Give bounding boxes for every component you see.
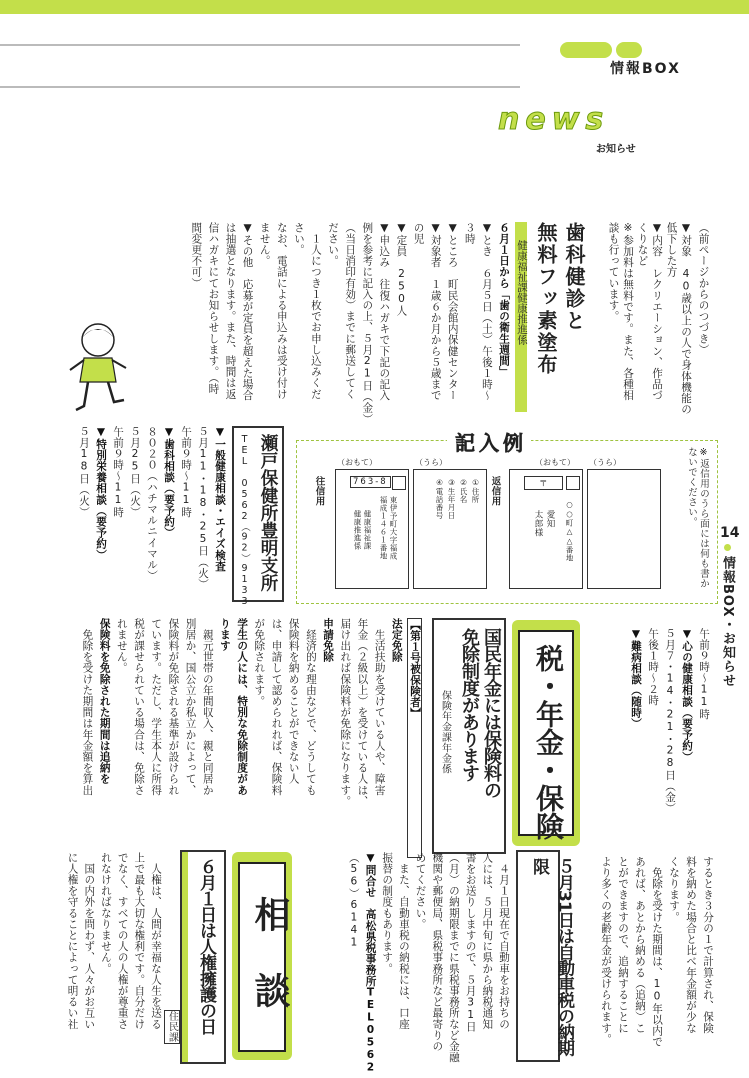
text-line: ５月25日（火） — [129, 426, 141, 518]
text-line: 午後１時〜２時 — [647, 628, 659, 706]
text-line: ▼一般健康相談・エイズ検査 — [214, 426, 226, 572]
text-line: 信ハガキにてお知らせします。（時 — [207, 222, 220, 395]
item-address: ①住所 — [471, 478, 480, 504]
text-line: ▼とき ６月５日（土）午後１時〜 — [480, 222, 493, 401]
henshin-label: 返信用 — [489, 476, 501, 506]
text-line: （56）6141 — [347, 852, 360, 950]
news-box-tab — [560, 42, 612, 58]
text-line: ています。ただし、学生本人に所得 — [150, 618, 163, 796]
text-line: また、自動車税の納税には、口座 — [397, 852, 410, 1030]
text-line: ▼申込み 往復ハガキで下記の記入 — [378, 222, 391, 401]
jidosha-title: ５月31日は自動車税の納期限 — [529, 858, 574, 1056]
text-line: （月）の納期限までに県税事務所など金融 — [447, 852, 460, 1063]
seto-title-box — [232, 426, 284, 607]
card-back-label-2: （うら） — [589, 458, 621, 467]
text-line: ８０２０（ハチマルニイマル） — [146, 426, 158, 582]
kokumin-title-1: 国民年金には保険料の — [481, 628, 502, 798]
text-line: 低下した方 — [665, 222, 678, 278]
text-line: 生活扶助を受けている人や、障害 — [373, 618, 386, 796]
text-line: 午前９時〜11時 — [180, 426, 192, 518]
seto-tel: TEL 0562（92）9133 — [239, 434, 250, 607]
card-outgoing-back — [413, 469, 487, 589]
top-accent-bar — [0, 0, 749, 14]
text-line: 人には、５月中旬に県から納税通知 — [481, 852, 494, 1030]
text-line: ▼対象 40歳以上の人で身体機能の — [680, 222, 692, 415]
text-line: 経済的な理由などで、どうしても — [304, 618, 317, 796]
text-line: くなります。 — [668, 856, 680, 923]
addr-back: ○○町△△番地 — [565, 500, 574, 562]
text-line: ▼内容 レクリエーション、作品づ — [651, 222, 663, 401]
news-box-frame — [560, 42, 682, 77]
name-back-1: 愛知 — [545, 510, 555, 528]
text-line: 保険料が免除される基準が設けられ — [167, 618, 180, 796]
to-out-2: 健康推進係 — [353, 510, 362, 550]
child-illustration — [62, 318, 134, 418]
text-line: でなく、すべての人の人権が尊重さ — [116, 852, 129, 1030]
text-line: 申請免除 — [322, 618, 335, 663]
text-line: ません。 — [258, 222, 271, 267]
card-front-label-2: （おもて） — [535, 458, 575, 467]
card-outgoing-front — [313, 469, 409, 589]
text-line: あれば、あとから納める（追納）こ — [634, 856, 646, 1034]
jidosha-text — [336, 852, 510, 1075]
text-line: 間変更不可） — [190, 222, 203, 289]
text-line: れません。 — [115, 618, 128, 674]
text-line: ５月７・14・21・28日（金） — [664, 628, 676, 814]
text-line: 親元世帯の年間収入、親と同居か — [201, 618, 214, 796]
item-phone: ④電話番号 — [435, 478, 444, 520]
text-line: ３時 — [463, 222, 476, 245]
text-line: 税が課せられている場合は、免除さ — [133, 618, 145, 796]
text-line: 保険料を免除された期間は追納を — [98, 618, 111, 785]
text-line: 国の内外を問わず、人々がお互い — [83, 852, 96, 1030]
stamp-box — [392, 476, 406, 490]
kokumin-dept: 保険年金課年金係 — [439, 690, 451, 774]
text-line: 談も行っています。 — [607, 222, 620, 322]
seto-cont-text — [600, 628, 710, 818]
text-line: 年金（２級以上）を受けている人は、 — [356, 618, 369, 807]
card-back-label: （うら） — [415, 458, 447, 467]
text-line: ▼歯科相談（要予約） — [163, 426, 175, 539]
text-line: ※参加料は無料です。また、各種相 — [622, 222, 634, 401]
soudan-banner — [232, 852, 292, 1060]
jinken-title-box — [180, 850, 226, 1064]
page-number: 14 — [720, 525, 740, 541]
zip-code-return: 〒 — [524, 476, 563, 490]
jidosha-title-box — [516, 850, 574, 1062]
text-line: なお、電話による申込みは受け付け — [275, 222, 288, 400]
jinken-dept: 住民課 — [164, 1010, 180, 1044]
text-line: 法定免除 — [390, 618, 403, 663]
text-line: ５月11・18・25日（火） — [197, 426, 209, 590]
text-line: ５月18日（火） — [78, 426, 90, 518]
kokumin-text — [62, 618, 422, 858]
text-line: （当日消印有効）までに郵送してく — [344, 222, 357, 400]
card-return-back — [587, 469, 661, 589]
text-line: 午前９時〜11時 — [698, 628, 710, 720]
text-line: ります — [218, 618, 231, 652]
jinken-title: ６月１日は人権擁護の日 — [196, 858, 216, 1034]
text-line: 免除を受けた期間は年金額を算出 — [81, 618, 94, 796]
text-line: れなければなりません。 — [99, 852, 112, 975]
kokumin-title-box — [432, 618, 506, 854]
continued-note: （前ページからのつづき） — [697, 222, 710, 356]
text-line: ださい。 — [327, 222, 340, 267]
text-line: 免除を受けた期間は、10年以内で — [651, 856, 663, 1048]
text-line: めてください。 — [414, 852, 427, 930]
text-line: 書をお送りしますので、５月31日 — [464, 852, 477, 1033]
text-line: ▼その他 応募が定員を超えた場合 — [241, 222, 254, 401]
text-line: ▼特別栄養相談（要予約） — [95, 426, 107, 561]
postcard-note: ※返信用のうら面には何も書かないでください。 — [686, 447, 709, 589]
text-line: ▼難病相談（随時） — [630, 628, 642, 730]
kokumin-title-2: 免除制度があります — [459, 628, 480, 781]
text-line: くりなど — [636, 222, 649, 267]
text-line: さい。 — [292, 222, 305, 256]
item-name: ②氏名 — [459, 478, 468, 504]
text-line: 振替の制度もあります。 — [381, 852, 394, 975]
zei-banner-text: 税・年金・保険 — [532, 644, 565, 840]
text-line: が免除されます。 — [253, 618, 266, 707]
stamp-box-2 — [566, 476, 580, 490]
text-line: するとき３分の１で計算され、保険 — [702, 856, 714, 1034]
text-line: 学生の人には、特別な免除制度があ — [236, 618, 249, 796]
addr-out-1: 東伊予町大字福成 — [389, 496, 398, 560]
header-rule — [0, 44, 520, 46]
text-line: は抽選となります。また、時間は返 — [224, 222, 237, 400]
card-return-front — [489, 469, 583, 589]
postcard-example — [296, 431, 718, 604]
kokumin-cont-text — [594, 856, 714, 1066]
continued-text — [600, 222, 692, 432]
text-line: 人権は、人間が幸福な人生を送る — [150, 852, 162, 1030]
page-bullet — [724, 544, 731, 551]
name-back-2: 太郎様 — [533, 510, 543, 537]
text-line: とができますので、追納することに — [617, 856, 629, 1034]
news-word: news — [498, 102, 610, 137]
text-line: 届け出れば保険料が免除になります。 — [339, 618, 352, 807]
news-box-label: 情報BOX — [610, 61, 681, 77]
text-line: より多くの老齢年金が受けられます。 — [600, 856, 612, 1045]
header-rule — [0, 86, 520, 88]
dental-title-1: 歯科健診と — [562, 222, 586, 332]
text-line: 例を参考に記入の上、５月21日（金） — [361, 222, 374, 425]
dental-dept: 健康福祉課健康推進係 — [516, 240, 528, 345]
text-line: 機関や郵便局、県税事務所など最寄りの — [431, 852, 444, 1052]
news-logo — [498, 102, 636, 142]
dental-title-2: 無料フッ素塗布 — [534, 222, 558, 376]
addr-out-2: 福成１４６１番地 — [379, 496, 388, 560]
card-front-label: （おもて） — [337, 458, 377, 467]
dental-text — [140, 222, 510, 425]
text-line: 料を納めた場合と比べ年金額が少な — [685, 856, 697, 1034]
seto-text — [60, 426, 226, 606]
soudan-banner-text: 相談 — [249, 896, 290, 1048]
text-line: 上で最も大切な権利です。自分だけ — [133, 852, 146, 1030]
text-line: ▼ところ 町民会館内保健センター — [446, 222, 459, 401]
item-birthday: ③生年月日 — [447, 478, 456, 520]
jinken-title-bar — [182, 852, 188, 1062]
to-out-1: 健康福祉課 — [363, 510, 372, 550]
text-line: は、申請して認められれば、保険料 — [270, 618, 283, 796]
jinken-text — [62, 852, 162, 1062]
text-line: ▼問合せ 高松県税事務所TEL0562 — [364, 852, 377, 1075]
ofuku-label: 往信用 — [313, 476, 325, 506]
news-sub: お知らせ — [596, 144, 636, 155]
text-line: ▼定員 250人 — [395, 222, 408, 317]
side-label: 情報BOX・お知らせ — [720, 556, 735, 688]
text-line: １人につき１枚でお申し込みくだ — [309, 222, 322, 400]
news-box-tab — [616, 42, 642, 58]
text-line: 別居か、国公立か私立かによって、 — [184, 618, 197, 796]
text-line: の児 — [412, 222, 425, 245]
text-line: 保険料を納めることができない人 — [287, 618, 300, 785]
text-line: ▼対象者 １歳６か月から５歳まで — [429, 222, 442, 401]
text-line: 午前９時〜11時 — [112, 426, 124, 518]
seto-title: 瀬戸保健所豊明支所 — [258, 434, 278, 592]
text-line: ４月１日現在で自動車をお持ちの — [498, 852, 510, 1030]
text-line: に人権を守ることによって明るい社 — [66, 852, 79, 1030]
zei-banner — [512, 620, 580, 846]
postcard-title: 記入例 — [455, 431, 527, 455]
text-line: 【第１号被保険者】 — [407, 618, 423, 858]
zip-code: 763-8 — [350, 476, 391, 488]
text-line: ▼心の健康相談（要予約） — [681, 628, 693, 763]
text-line: ６月１日から「歯の衛生週間」 — [498, 222, 510, 378]
